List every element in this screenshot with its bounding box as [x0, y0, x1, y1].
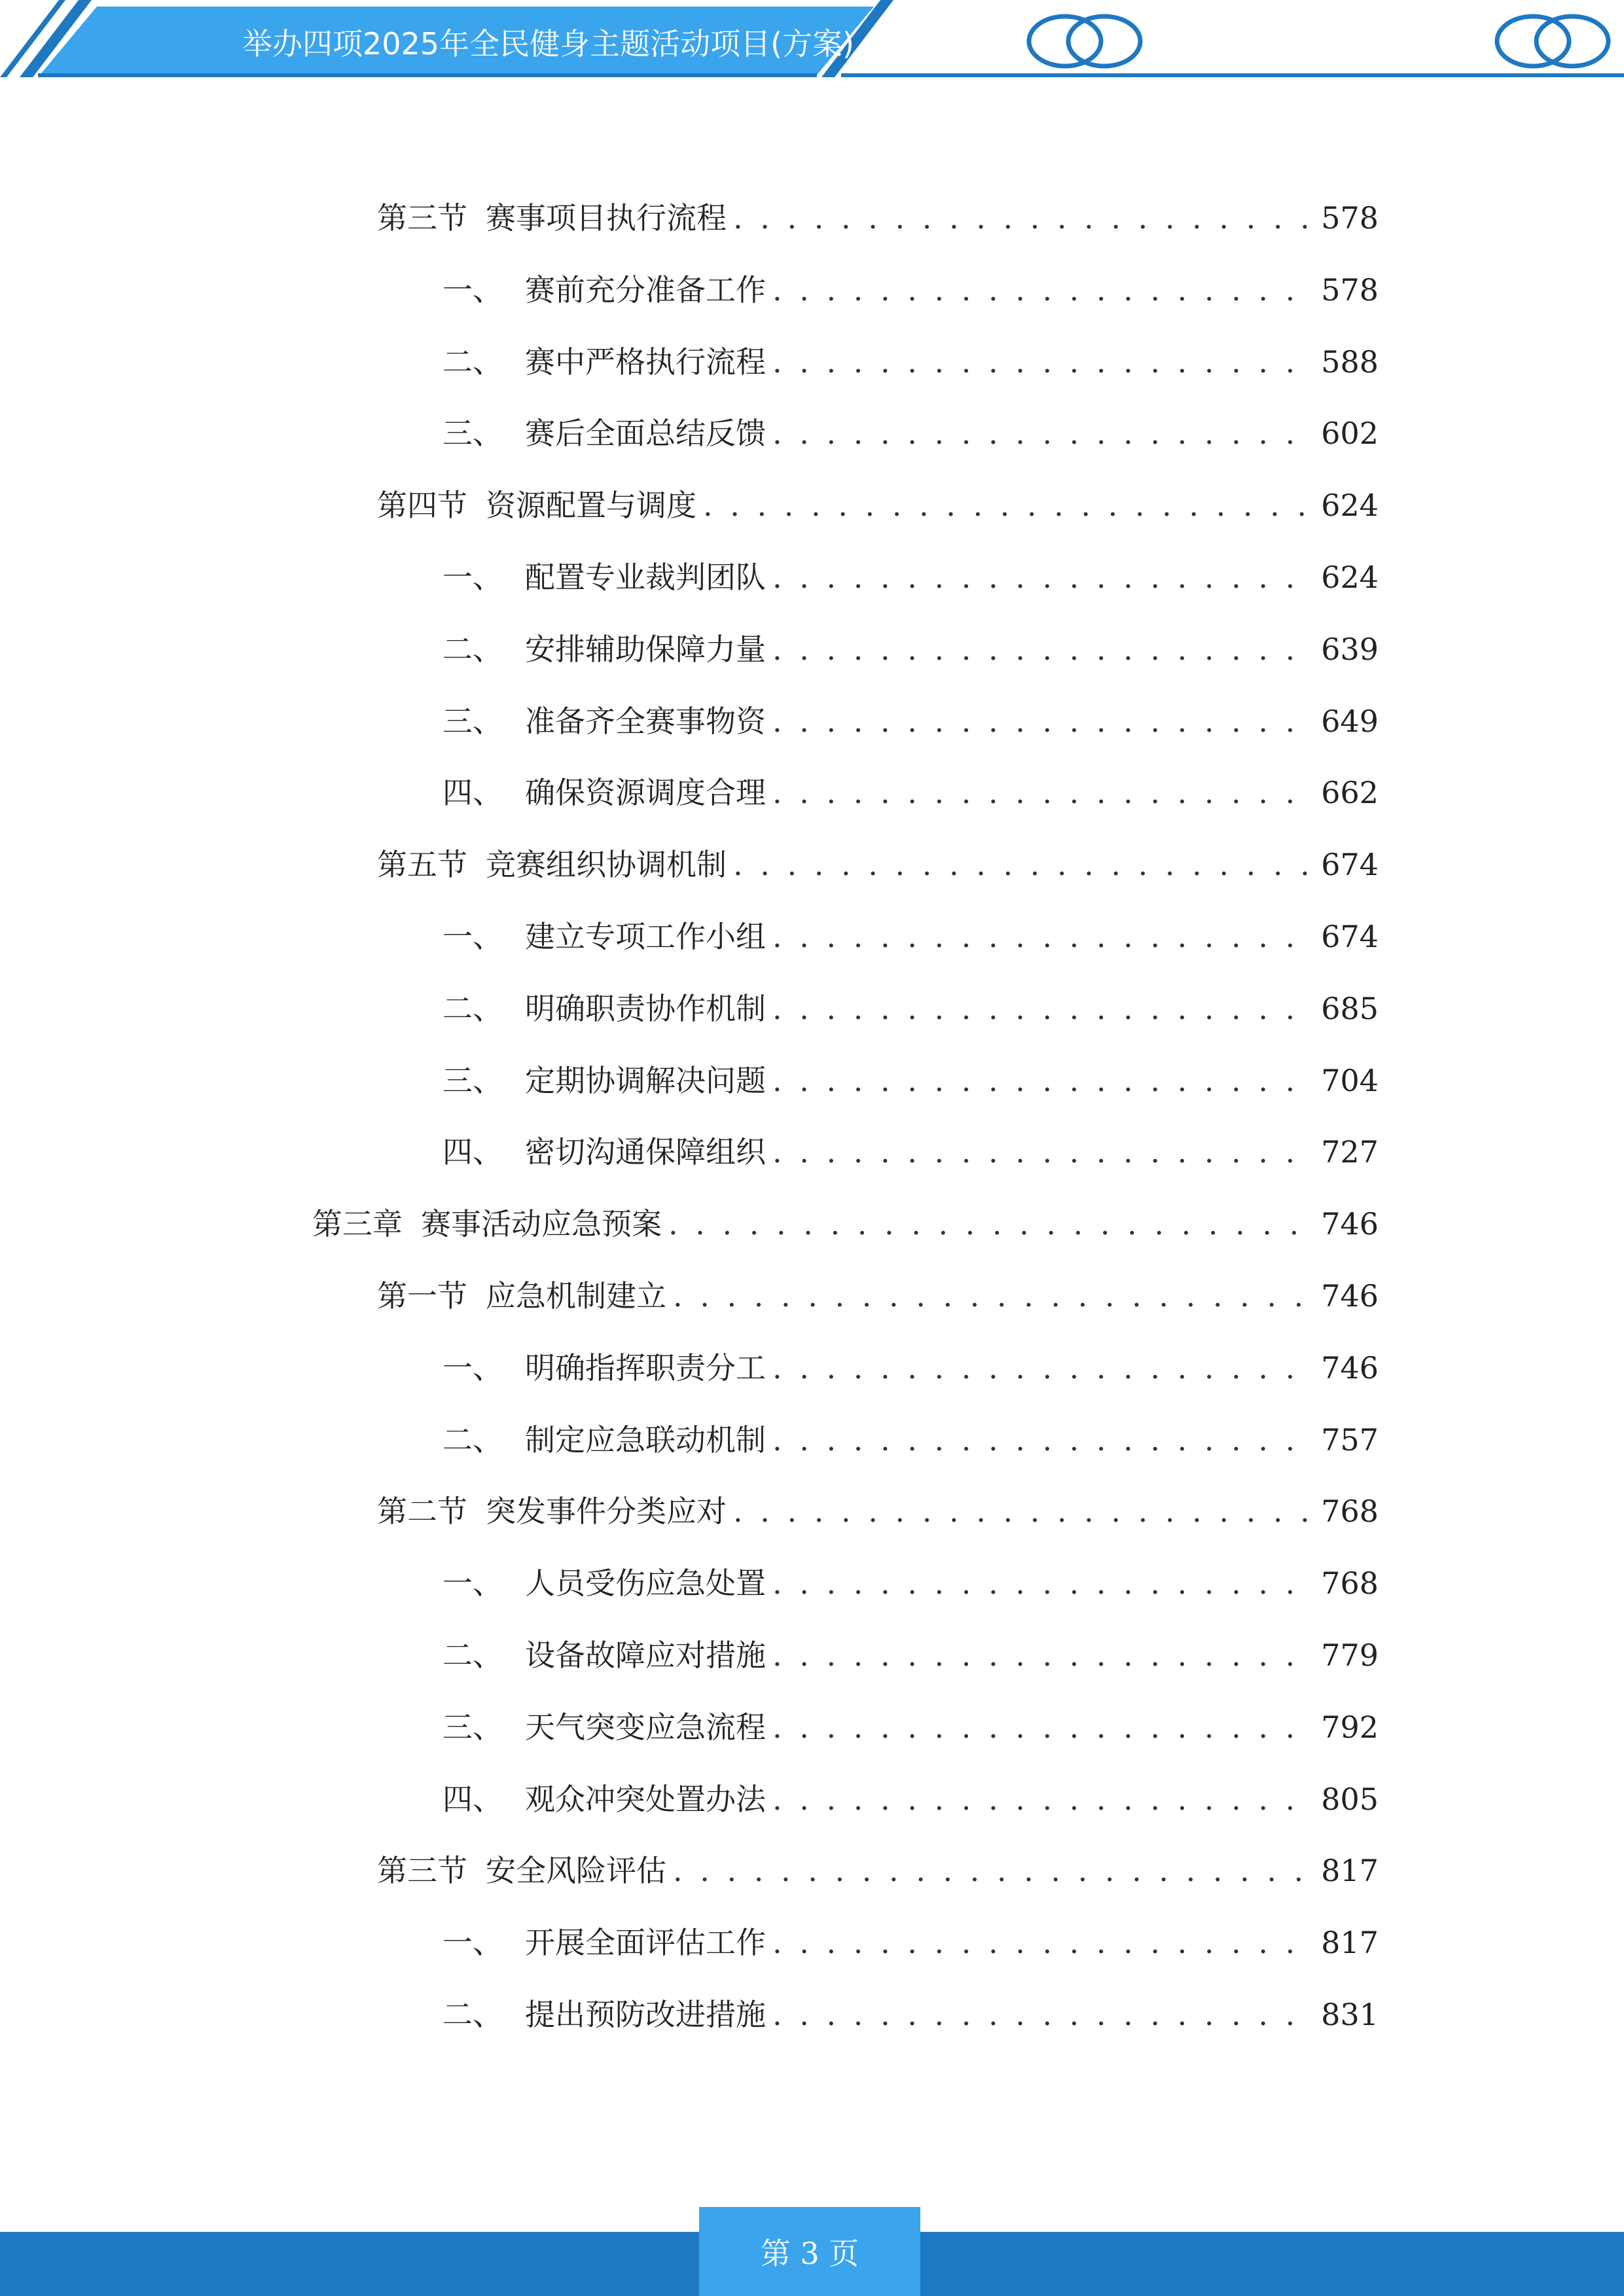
toc-entry-title: 天气突变应急流程 [525, 1710, 766, 1745]
toc-dot-leader [772, 1129, 1314, 1175]
toc-entry-title: 确保资源调度合理 [525, 775, 766, 810]
toc-entry-page: 578 [1321, 272, 1379, 308]
toc-dot-leader [772, 698, 1314, 744]
toc-entry-title: 提出预防改进措施 [525, 1997, 766, 2032]
toc-entry-page: 746 [1321, 1206, 1379, 1242]
toc-entry-title: 赛事活动应急预案 [421, 1206, 662, 1242]
toc-entry-page: 685 [1321, 991, 1379, 1026]
toc-entry-number: 四、 [442, 1782, 503, 1817]
toc-entry-title: 赛事项目执行流程 [486, 200, 727, 236]
toc-entry-title: 竞赛组织协调机制 [486, 847, 727, 882]
toc-dot-leader [772, 1345, 1314, 1391]
toc-entry-number: 第三节 [377, 200, 467, 236]
toc-entry-page: 805 [1321, 1782, 1379, 1817]
toc-entry[interactable] [442, 1632, 1379, 1678]
toc-entry-page: 768 [1321, 1494, 1379, 1529]
toc-entry-title: 安排辅助保障力量 [525, 632, 766, 667]
toc-entry[interactable] [442, 339, 1379, 385]
toc-entry-number: 二、 [442, 344, 503, 380]
toc-entry-number: 二、 [442, 1638, 503, 1673]
toc-entry-title: 准备齐全赛事物资 [525, 704, 766, 739]
toc-entry[interactable] [442, 267, 1379, 313]
double-ring-icon [1492, 12, 1617, 71]
toc-entry-title: 密切沟通保障组织 [525, 1134, 766, 1170]
toc-entry-number: 三、 [442, 1710, 503, 1745]
toc-entry-number: 一、 [442, 1925, 503, 1960]
toc-entry-title: 突发事件分类应对 [486, 1494, 727, 1529]
toc-entry-page: 588 [1321, 344, 1379, 380]
toc-entry-page: 746 [1321, 1350, 1379, 1386]
toc-entry[interactable] [442, 626, 1379, 672]
toc-entry-number: 第三章 [312, 1206, 403, 1242]
page-number: 第 3 页 [699, 2207, 920, 2296]
toc-entry-number: 四、 [442, 775, 503, 810]
toc-entry-title: 赛中严格执行流程 [525, 344, 766, 380]
toc-entry-number: 一、 [442, 272, 503, 308]
toc-entry-number: 第一节 [377, 1278, 467, 1314]
toc-entry-page: 662 [1321, 775, 1379, 810]
toc-entry-page: 831 [1321, 1997, 1379, 2032]
toc-dot-leader [772, 626, 1314, 672]
toc-entry-number: 四、 [442, 1134, 503, 1170]
toc-dot-leader [772, 410, 1314, 456]
toc-entry-title: 赛后全面总结反馈 [525, 416, 766, 451]
toc-entry-number: 三、 [442, 704, 503, 739]
toc-entry[interactable] [442, 1992, 1379, 2037]
toc-dot-leader [703, 482, 1314, 528]
document-title: 举办四项2025年全民健身主题活动项目(方案) [242, 26, 854, 62]
toc-entry-page: 746 [1321, 1278, 1379, 1314]
toc-entry-page: 674 [1321, 847, 1379, 882]
toc-entry[interactable] [377, 1273, 1379, 1319]
toc-entry-page: 639 [1321, 632, 1379, 667]
toc-entry-title: 应急机制建立 [486, 1278, 666, 1314]
toc-entry[interactable] [442, 1704, 1379, 1750]
toc-entry-page: 768 [1321, 1566, 1379, 1601]
toc-entry-page: 674 [1321, 919, 1379, 954]
toc-entry-title: 观众冲突处置办法 [525, 1782, 766, 1817]
toc-entry-number: 二、 [442, 1997, 503, 2032]
toc-entry[interactable] [442, 914, 1379, 960]
toc-entry-page: 602 [1321, 416, 1379, 451]
toc-entry-page: 649 [1321, 704, 1379, 739]
toc-entry-title: 明确职责协作机制 [525, 991, 766, 1026]
toc-dot-leader [772, 1920, 1314, 1965]
toc-entry-title: 制定应急联动机制 [525, 1422, 766, 1458]
toc-entry[interactable] [377, 1488, 1379, 1534]
toc-entry[interactable] [442, 698, 1379, 744]
toc-entry[interactable] [442, 1345, 1379, 1391]
toc-entry-number: 第五节 [377, 847, 467, 882]
toc-dot-leader [772, 1417, 1314, 1463]
toc-entry[interactable] [312, 1201, 1379, 1247]
toc-entry-title: 人员受伤应急处置 [525, 1566, 766, 1601]
toc-entry-page: 727 [1321, 1134, 1379, 1170]
toc-entry[interactable] [442, 1776, 1379, 1822]
toc-dot-leader [733, 195, 1314, 241]
toc-entry-page: 624 [1321, 560, 1379, 595]
toc-entry-page: 792 [1321, 1710, 1379, 1745]
toc-entry[interactable] [442, 410, 1379, 456]
toc-entry[interactable] [377, 195, 1379, 241]
toc-dot-leader [733, 1488, 1314, 1534]
toc-entry-page: 757 [1321, 1422, 1379, 1458]
toc-dot-leader [772, 1632, 1314, 1678]
toc-entry-number: 一、 [442, 560, 503, 595]
toc-entry-number: 第三节 [377, 1853, 467, 1888]
toc-entry[interactable] [442, 1417, 1379, 1463]
toc-entry-page: 779 [1321, 1638, 1379, 1673]
toc-dot-leader [772, 914, 1314, 960]
toc-dot-leader [772, 770, 1314, 816]
toc-entry[interactable] [442, 770, 1379, 816]
toc-dot-leader [772, 1776, 1314, 1822]
toc-entry-title: 定期协调解决问题 [525, 1063, 766, 1098]
toc-entry-number: 三、 [442, 416, 503, 451]
toc-dot-leader [772, 1058, 1314, 1103]
toc-entry-title: 配置专业裁判团队 [525, 560, 766, 595]
toc-entry[interactable] [442, 1560, 1379, 1606]
toc-entry-title: 设备故障应对措施 [525, 1638, 766, 1673]
toc-entry-title: 安全风险评估 [486, 1853, 666, 1888]
toc-dot-leader [772, 1992, 1314, 2037]
toc-dot-leader [668, 1201, 1314, 1247]
toc-entry-title: 明确指挥职责分工 [525, 1350, 766, 1386]
toc-dot-leader [772, 554, 1314, 600]
toc-dot-leader [772, 339, 1314, 385]
toc-entry-title: 建立专项工作小组 [525, 919, 766, 954]
toc-entry-page: 578 [1321, 200, 1379, 236]
toc-dot-leader [772, 1560, 1314, 1606]
toc-entry[interactable] [442, 554, 1379, 600]
toc-entry-page: 624 [1321, 488, 1379, 523]
toc-entry-number: 二、 [442, 991, 503, 1026]
toc-entry-number: 第二节 [377, 1494, 467, 1529]
toc-entry-number: 二、 [442, 632, 503, 667]
toc-entry[interactable] [442, 986, 1379, 1031]
double-ring-icon [1024, 12, 1149, 71]
toc-entry-number: 一、 [442, 919, 503, 954]
toc-entry-number: 三、 [442, 1063, 503, 1098]
toc-entry[interactable] [442, 1129, 1379, 1175]
toc-dot-leader [772, 267, 1314, 313]
toc-entry-page: 817 [1321, 1853, 1379, 1888]
toc-entry-number: 一、 [442, 1350, 503, 1386]
toc-entry-number: 第四节 [377, 488, 467, 523]
toc-dot-leader [673, 1848, 1314, 1893]
toc-entry[interactable] [442, 1058, 1379, 1103]
toc-entry[interactable] [377, 1848, 1379, 1893]
toc-entry[interactable] [377, 842, 1379, 888]
toc-entry-title: 资源配置与调度 [486, 488, 696, 523]
toc-entry-page: 704 [1321, 1063, 1379, 1098]
toc-dot-leader [733, 842, 1314, 888]
toc-entry[interactable] [442, 1920, 1379, 1965]
toc-entry-number: 一、 [442, 1566, 503, 1601]
toc-entry-page: 817 [1321, 1925, 1379, 1960]
toc-entry-title: 开展全面评估工作 [525, 1925, 766, 1960]
toc-entry[interactable] [377, 482, 1379, 528]
toc-entry-number: 二、 [442, 1422, 503, 1458]
page-header [0, 0, 1624, 85]
toc-entry-title: 赛前充分准备工作 [525, 272, 766, 308]
toc-dot-leader [772, 986, 1314, 1031]
toc-dot-leader [673, 1273, 1314, 1319]
toc-dot-leader [772, 1704, 1314, 1750]
